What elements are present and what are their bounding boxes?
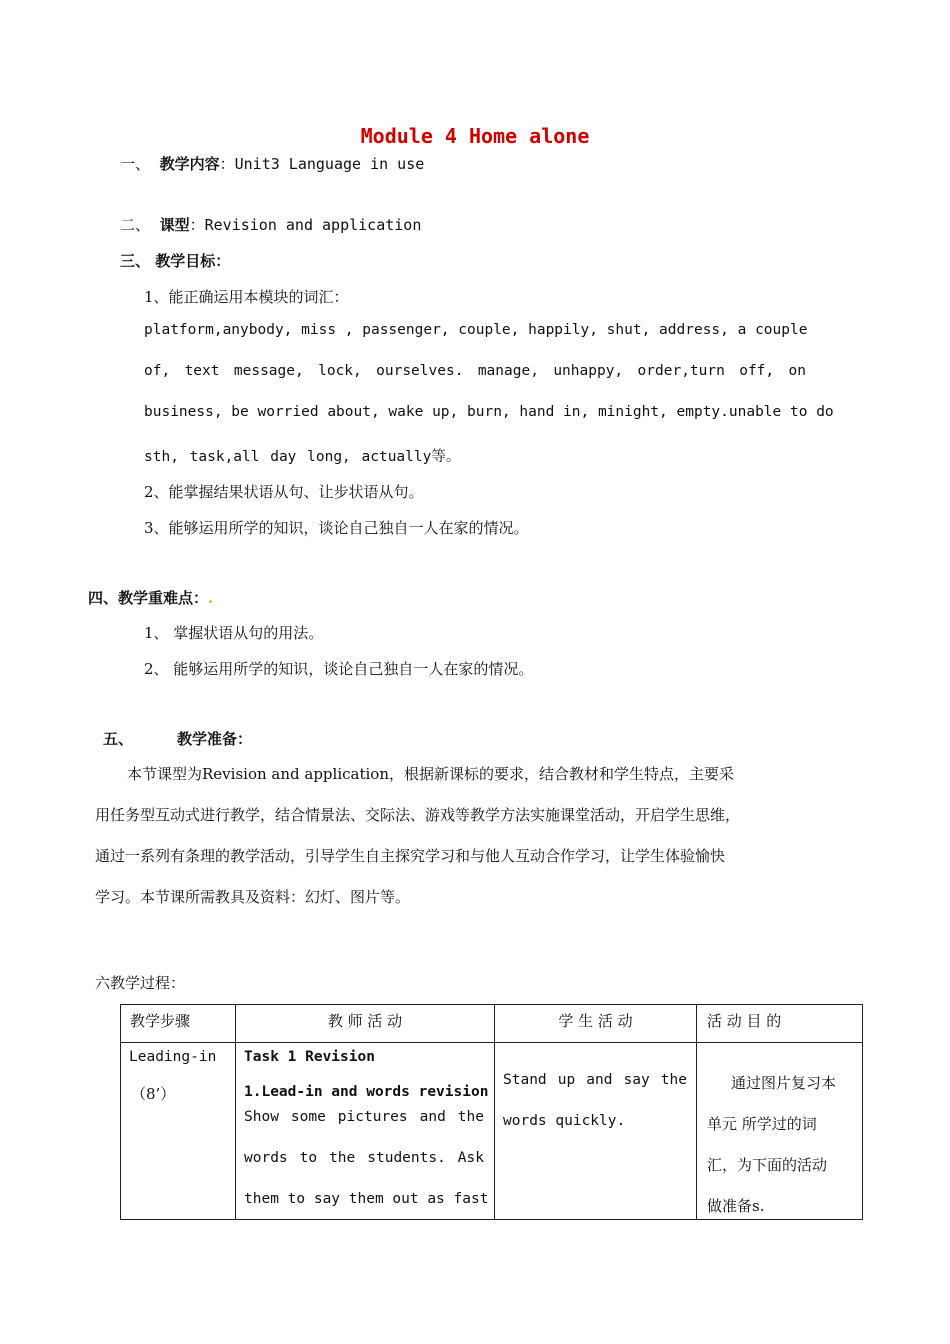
header-teacher-text: 教 师 活 动 xyxy=(327,1012,403,1030)
section-3 xyxy=(120,250,230,271)
section-2-number: 二、 xyxy=(120,216,151,234)
section-1: 一、 教学内容：Unit3 Language in use xyxy=(120,155,425,173)
vocab-suffix: 等。 xyxy=(431,449,461,465)
prep-line-1: 本节课型为Revision and application，根据新课标的要求，结合教材和学生特点，主要采 xyxy=(127,765,734,783)
step-name: Leading-in xyxy=(129,1049,217,1065)
section-5-number: 五、 xyxy=(103,730,134,748)
header-step xyxy=(121,1005,236,1043)
section-4 xyxy=(88,587,213,608)
section-2-label: 课型 xyxy=(159,216,190,234)
header-student xyxy=(495,1005,697,1043)
section-6-label: 六教学过程： xyxy=(95,974,186,992)
table-row xyxy=(121,1043,863,1220)
purpose-line-3: 汇，为下面的活动 xyxy=(707,1156,828,1174)
key-point-2: 2、 能够运用所学的知识，谈论自己独自一人在家的情况。 xyxy=(144,660,534,678)
teacher-line-2: words to the students. Ask xyxy=(244,1150,484,1166)
teacher-subtask: 1.Lead-in and words revision xyxy=(244,1084,489,1100)
section-1-label: 教学内容 xyxy=(159,155,220,173)
step-time: （8’） xyxy=(131,1085,176,1103)
cell-purpose xyxy=(697,1043,863,1220)
vocab-line-2: of, text message, lock, ourselves. manage, unhappy, order,turn off, on xyxy=(144,363,806,379)
table-header-row xyxy=(121,1005,863,1043)
student-line-1: Stand up and say the xyxy=(503,1072,687,1088)
objective-1: 1、能正确运用本模块的词汇： xyxy=(144,288,349,306)
prep-line-4: 学习。本节课所需教具及资料：幻灯、图片等。 xyxy=(95,888,411,906)
section-2-value: Revision and application xyxy=(204,216,422,234)
purpose-line-1: 通过图片复习本 xyxy=(731,1074,837,1092)
page-title: Module 4 Home alone xyxy=(360,124,590,148)
vocab-line-4 xyxy=(144,445,460,466)
cell-teacher xyxy=(236,1043,495,1220)
header-step-text: 教学步骤 xyxy=(130,1012,191,1030)
section-1-value: Unit3 Language in use xyxy=(234,155,425,173)
section-4-label: 四、教学重难点： xyxy=(88,589,209,607)
key-point-1: 1、 掌握状语从句的用法。 xyxy=(144,624,324,642)
student-line-2: words quickly. xyxy=(503,1113,626,1129)
prep-line-2: 用任务型互动式进行教学，结合情景法、交际法、游戏等教学方法实施课堂活动，开启学生思维， xyxy=(95,806,741,824)
teacher-task: Task 1 Revision xyxy=(244,1049,375,1065)
purpose-line-4: 做准备s. xyxy=(707,1197,765,1215)
section-5-label: 教学准备： xyxy=(177,730,253,748)
header-student-text: 学 生 活 动 xyxy=(558,1012,633,1030)
vocab-line-3: business, be worried about, wake up, burn, hand in, minight, empty.unable to do xyxy=(144,404,834,420)
section-3-number: 三、 xyxy=(120,252,151,270)
vocab-line-4-text: sth, task,all day long, actually xyxy=(144,449,432,465)
process-table xyxy=(120,1004,863,1220)
section-1-number: 一、 xyxy=(120,155,151,173)
header-teacher xyxy=(236,1005,495,1043)
section-4-dot: . xyxy=(208,589,214,607)
section-2: 二、 课型：Revision and application xyxy=(120,216,422,234)
objective-3: 3、能够运用所学的知识，谈论自己独自一人在家的情况。 xyxy=(144,519,529,537)
vocab-line-1: platform,anybody, miss , passenger, couple, happily, shut, address, a couple xyxy=(144,322,808,338)
cell-student xyxy=(495,1043,697,1220)
objective-2: 2、能掌握结果状语从句、让步状语从句。 xyxy=(144,483,424,501)
teacher-line-3: them to say them out as fast xyxy=(244,1191,489,1207)
header-purpose xyxy=(697,1005,863,1043)
header-purpose-text: 活 动 目 的 xyxy=(707,1012,782,1030)
cell-step xyxy=(121,1043,236,1220)
section-3-label: 教学目标： xyxy=(155,252,231,270)
teacher-line-1: Show some pictures and the xyxy=(244,1109,484,1125)
prep-line-3: 通过一系列有条理的教学活动，引导学生自主探究学习和与他人互动合作学习，让学生体验愉快 xyxy=(95,847,726,865)
purpose-line-2: 单元 所学过的词 xyxy=(707,1115,817,1133)
